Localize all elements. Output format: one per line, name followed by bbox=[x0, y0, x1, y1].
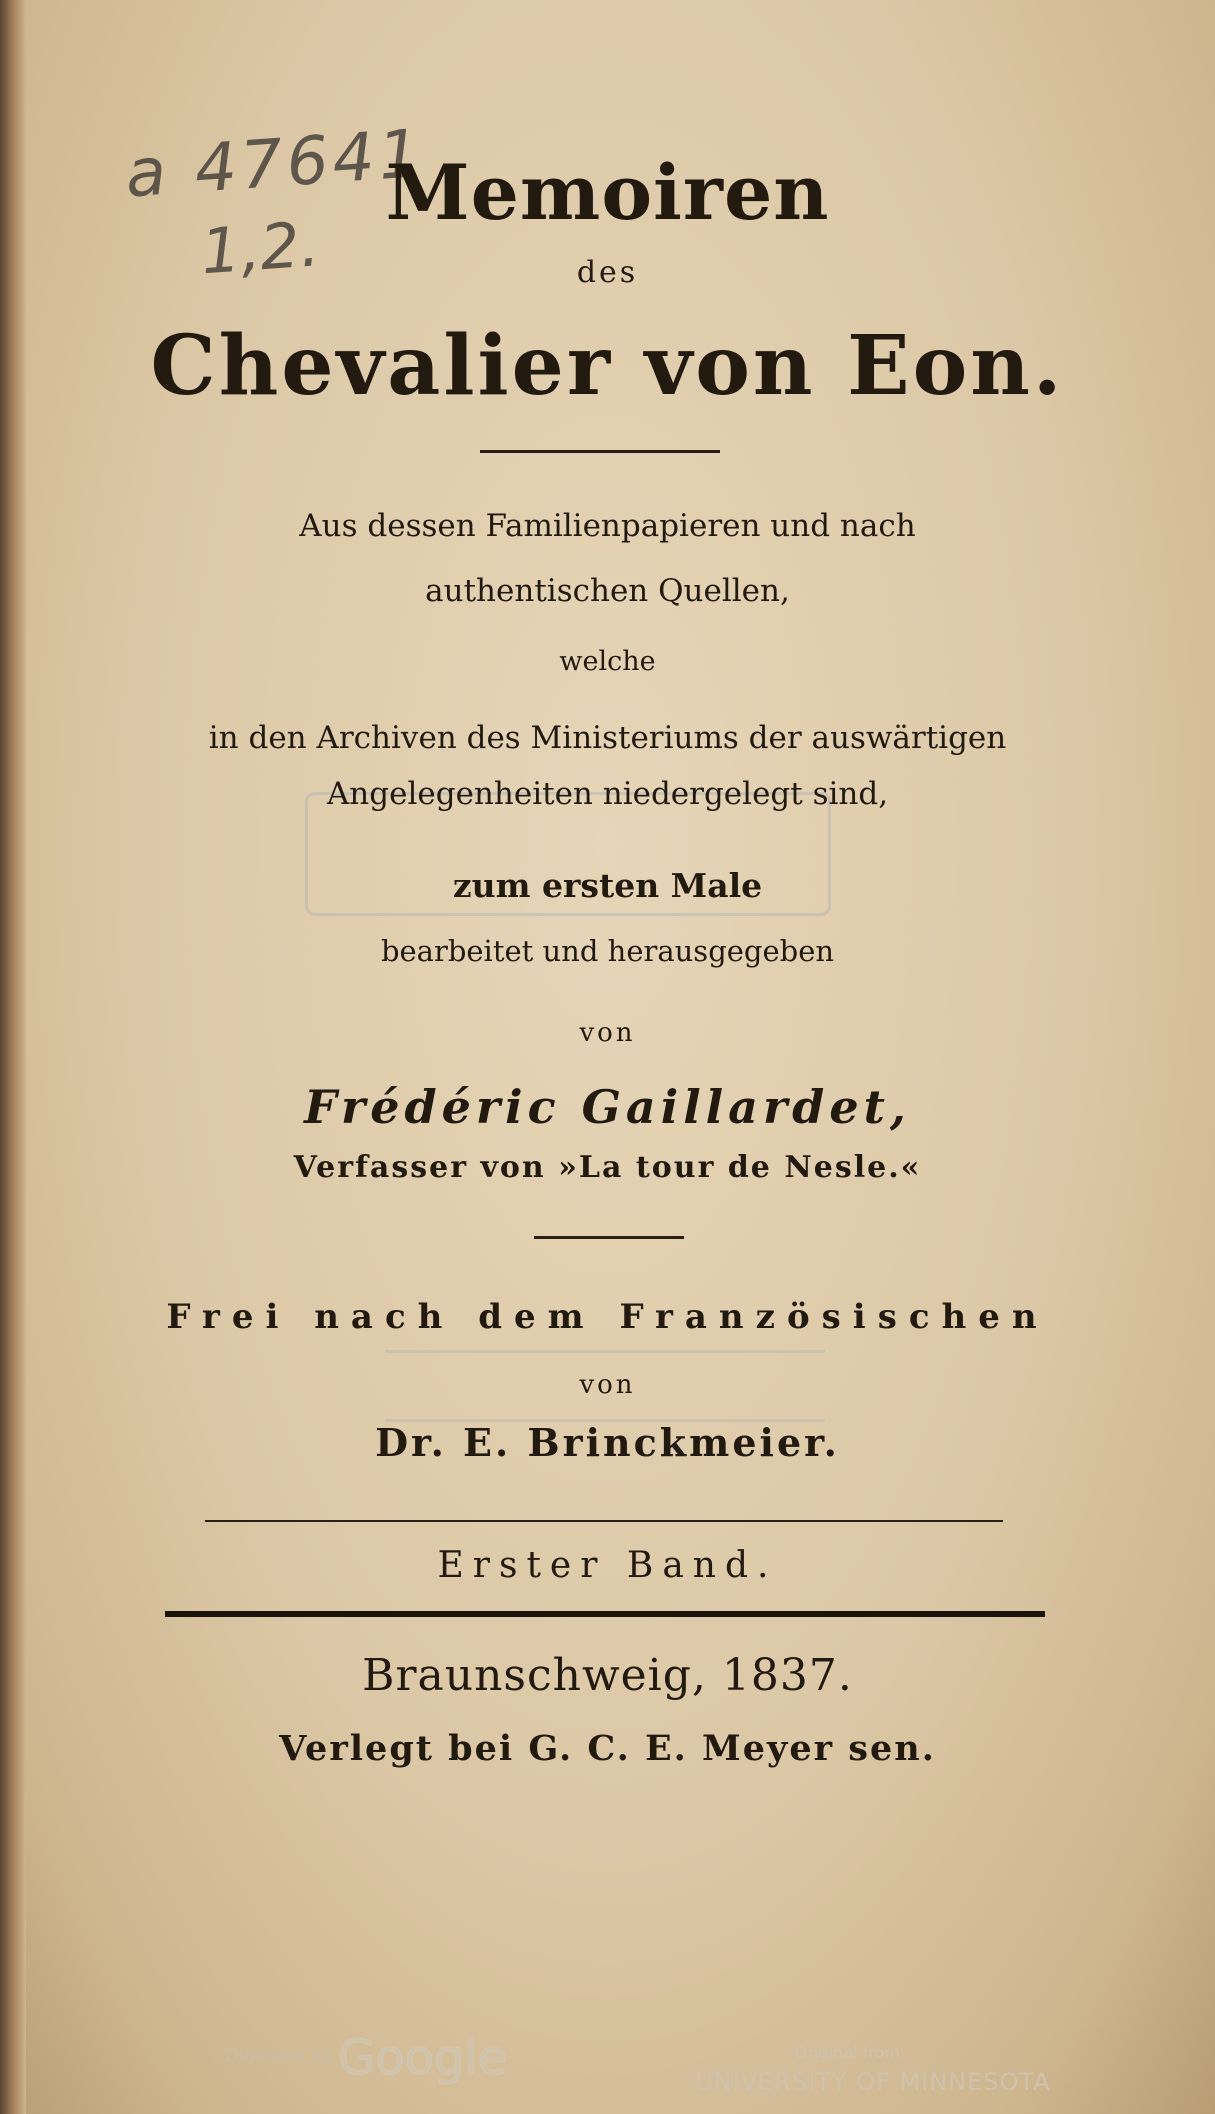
digitized-by-label: Digitized by bbox=[225, 2045, 333, 2066]
imprint-publisher: Verlegt bei G. C. E. Meyer sen. bbox=[279, 1728, 936, 1769]
book-subject: Chevalier von Eon. bbox=[150, 318, 1065, 414]
translator-name: Dr. E. Brinckmeier. bbox=[375, 1420, 840, 1465]
description-line-6: zum ersten Male bbox=[452, 866, 763, 905]
divider-rule-thin bbox=[205, 1520, 1003, 1522]
von-label-translator: von bbox=[579, 1370, 636, 1400]
description-line-4: in den Archiven des Ministeriums der auswärtigen bbox=[208, 720, 1007, 756]
original-from-label: Original from bbox=[795, 2043, 900, 2062]
description-line-2: authentischen Quellen, bbox=[425, 573, 790, 609]
divider-rule-thick bbox=[165, 1611, 1045, 1617]
shelfmark-line-1: a 47641 bbox=[122, 114, 427, 213]
university-watermark: UNIVERSITY OF MINNESOTA bbox=[695, 2068, 1051, 2096]
divider-rule-short bbox=[534, 1236, 684, 1239]
description-line-1: Aus dessen Familienpapieren und nach bbox=[299, 508, 916, 544]
author-name: Frédéric Gaillardet, bbox=[304, 1080, 911, 1134]
von-label: von bbox=[579, 1018, 636, 1048]
author-credit: Verfasser von »La tour de Nesle.« bbox=[293, 1150, 922, 1185]
divider-rule bbox=[480, 450, 720, 453]
title-article: des bbox=[576, 255, 639, 290]
description-line-5: Angelegenheiten niedergelegt sind, bbox=[326, 776, 889, 812]
imprint-city-year: Braunschweig, 1837. bbox=[362, 1650, 853, 1701]
volume-label: Erster Band. bbox=[437, 1545, 778, 1586]
book-title: Memoiren bbox=[385, 148, 830, 237]
shelfmark-line-2: 1,2. bbox=[198, 207, 322, 289]
translation-note: Frei nach dem Französischen bbox=[166, 1297, 1049, 1337]
google-watermark: Google bbox=[338, 2030, 508, 2086]
description-line-3: welche bbox=[559, 646, 656, 677]
description-line-7: bearbeitet und herausgegeben bbox=[380, 934, 835, 968]
